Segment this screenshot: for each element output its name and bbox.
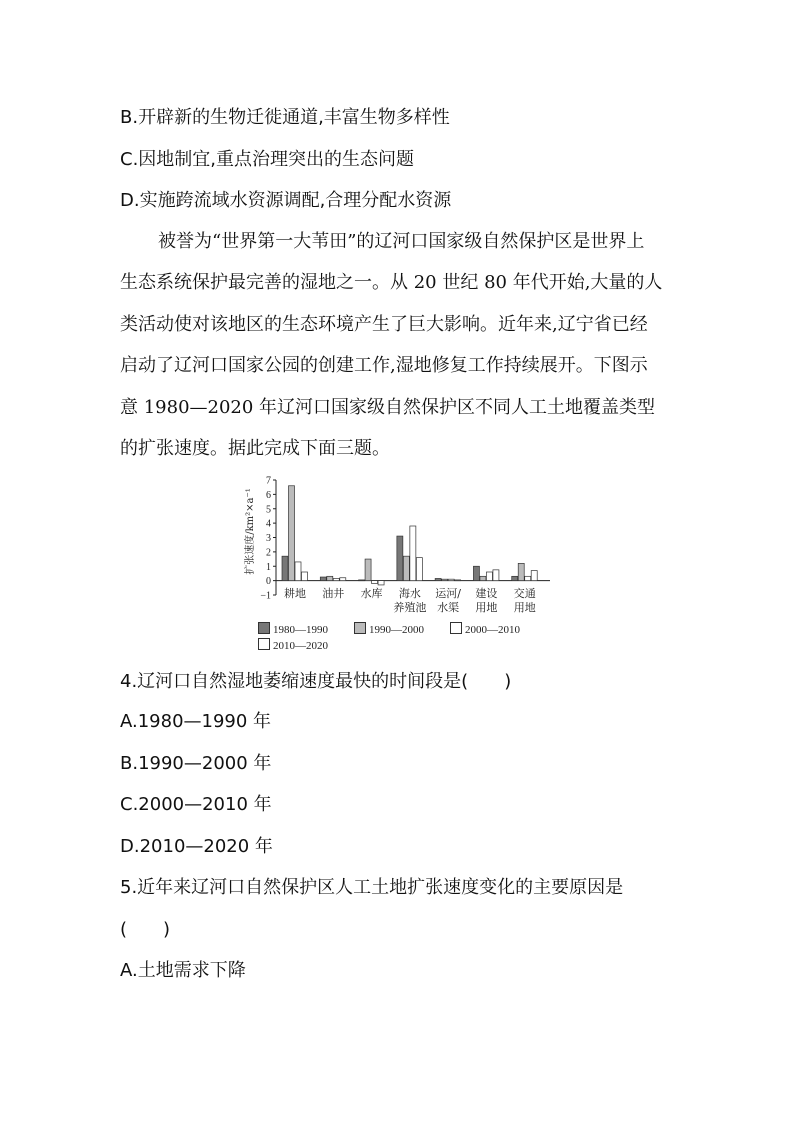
question-4-option-b: B.1990—2000 年 [120,753,272,774]
bar [410,526,416,581]
option-b-prev: B.开辟新的生物迁徙通道,丰富生物多样性 [120,107,450,128]
passage-line: 启动了辽河口国家公园的创建工作,湿地修复工作持续展开。下图示 [120,355,648,376]
legend-label: 1980—1990 [273,624,328,636]
category-label: 水库 [360,587,383,600]
legend-label: 1990—2000 [369,624,424,636]
question-5-answer-paren: ( ) [120,919,171,940]
legend-item [258,638,328,652]
y-tick-label: 1 [266,561,271,573]
bar [435,578,441,580]
legend-label: 2000—2010 [465,624,520,636]
bar [282,556,288,580]
category-label: 建设 [475,587,498,600]
category-label: 用地 [475,601,498,614]
bar [442,579,448,580]
passage-line: 被誉为“世界第一大苇田”的辽河口国家级自然保护区是世界上 [158,231,645,252]
bar [416,558,422,581]
y-tick-label: 0 [266,576,271,588]
legend-item [450,622,520,636]
question-5-stem: 5.近年来辽河口自然保护区人工土地扩张速度变化的主要原因是 [120,877,624,898]
question-4-option-c: C.2000—2010 年 [120,794,272,815]
category-label: 水渠 [437,601,460,614]
bar [365,559,371,581]
bar [493,570,499,581]
category-label: 油井 [322,587,345,600]
passage-line: 生态系统保护最完善的湿地之一。从 20 世纪 80 年代开始,大量的人 [120,272,663,293]
y-tick-label: 6 [266,489,271,501]
bar [397,536,403,581]
bar [359,580,365,581]
bar [525,576,531,580]
legend-swatch [258,622,270,634]
bar [473,566,479,580]
bar [480,576,486,580]
y-tick-label: 4 [266,518,271,530]
bar [403,556,409,580]
passage-line: 意 1980—2020 年辽河口国家级自然保护区不同人工土地覆盖类型 [120,397,656,418]
category-label: 运河/ [435,587,462,600]
question-4-option-d: D.2010—2020 年 [120,836,273,857]
question-5-option-a: A.土地需求下降 [120,960,246,981]
category-label: 交通 [513,587,536,600]
bar [448,579,454,580]
bar [486,572,492,581]
bar [378,581,384,585]
y-tick-label: 3 [266,533,271,544]
legend-item [354,622,424,636]
y-tick-label: −1 [260,590,271,602]
bar [372,581,378,584]
option-c-prev: C.因地制宜,重点治理突出的生态问题 [120,149,415,170]
bar [531,571,537,581]
category-label: 用地 [513,601,536,614]
bar [340,578,346,581]
option-d-prev: D.实施跨流域水资源调配,合理分配水资源 [120,190,452,211]
passage-line: 类活动使对该地区的生态环境产生了巨大影响。近年来,辽宁省已经 [120,314,648,335]
y-tick-label: 5 [266,504,271,516]
question-4-stem: 4.辽河口自然湿地萎缩速度最快的时间段是( ) [120,671,512,692]
bar [512,576,518,580]
bar [302,572,308,581]
bar [320,577,326,581]
legend-swatch [354,622,366,634]
category-label: 耕地 [284,587,306,600]
bar [295,562,301,581]
y-tick-label: 7 [266,475,271,487]
bar [455,580,461,581]
bar [327,576,333,580]
expansion-speed-chart [240,470,560,620]
passage-line: 的扩张速度。据此完成下面三题。 [120,438,390,459]
question-4-option-a: A.1980—1990 年 [120,711,272,732]
y-tick-label: 2 [266,547,271,559]
legend-swatch [258,638,270,650]
legend-item [258,622,328,636]
bar [518,563,524,580]
bar [333,578,339,580]
legend-label: 2010—2020 [273,640,328,652]
legend-swatch [450,622,462,634]
y-axis-label: 扩张速度/km²×a⁻¹ [245,488,256,575]
category-label: 海水 [398,587,421,600]
category-label: 养殖池 [393,601,427,614]
bar [289,486,295,581]
